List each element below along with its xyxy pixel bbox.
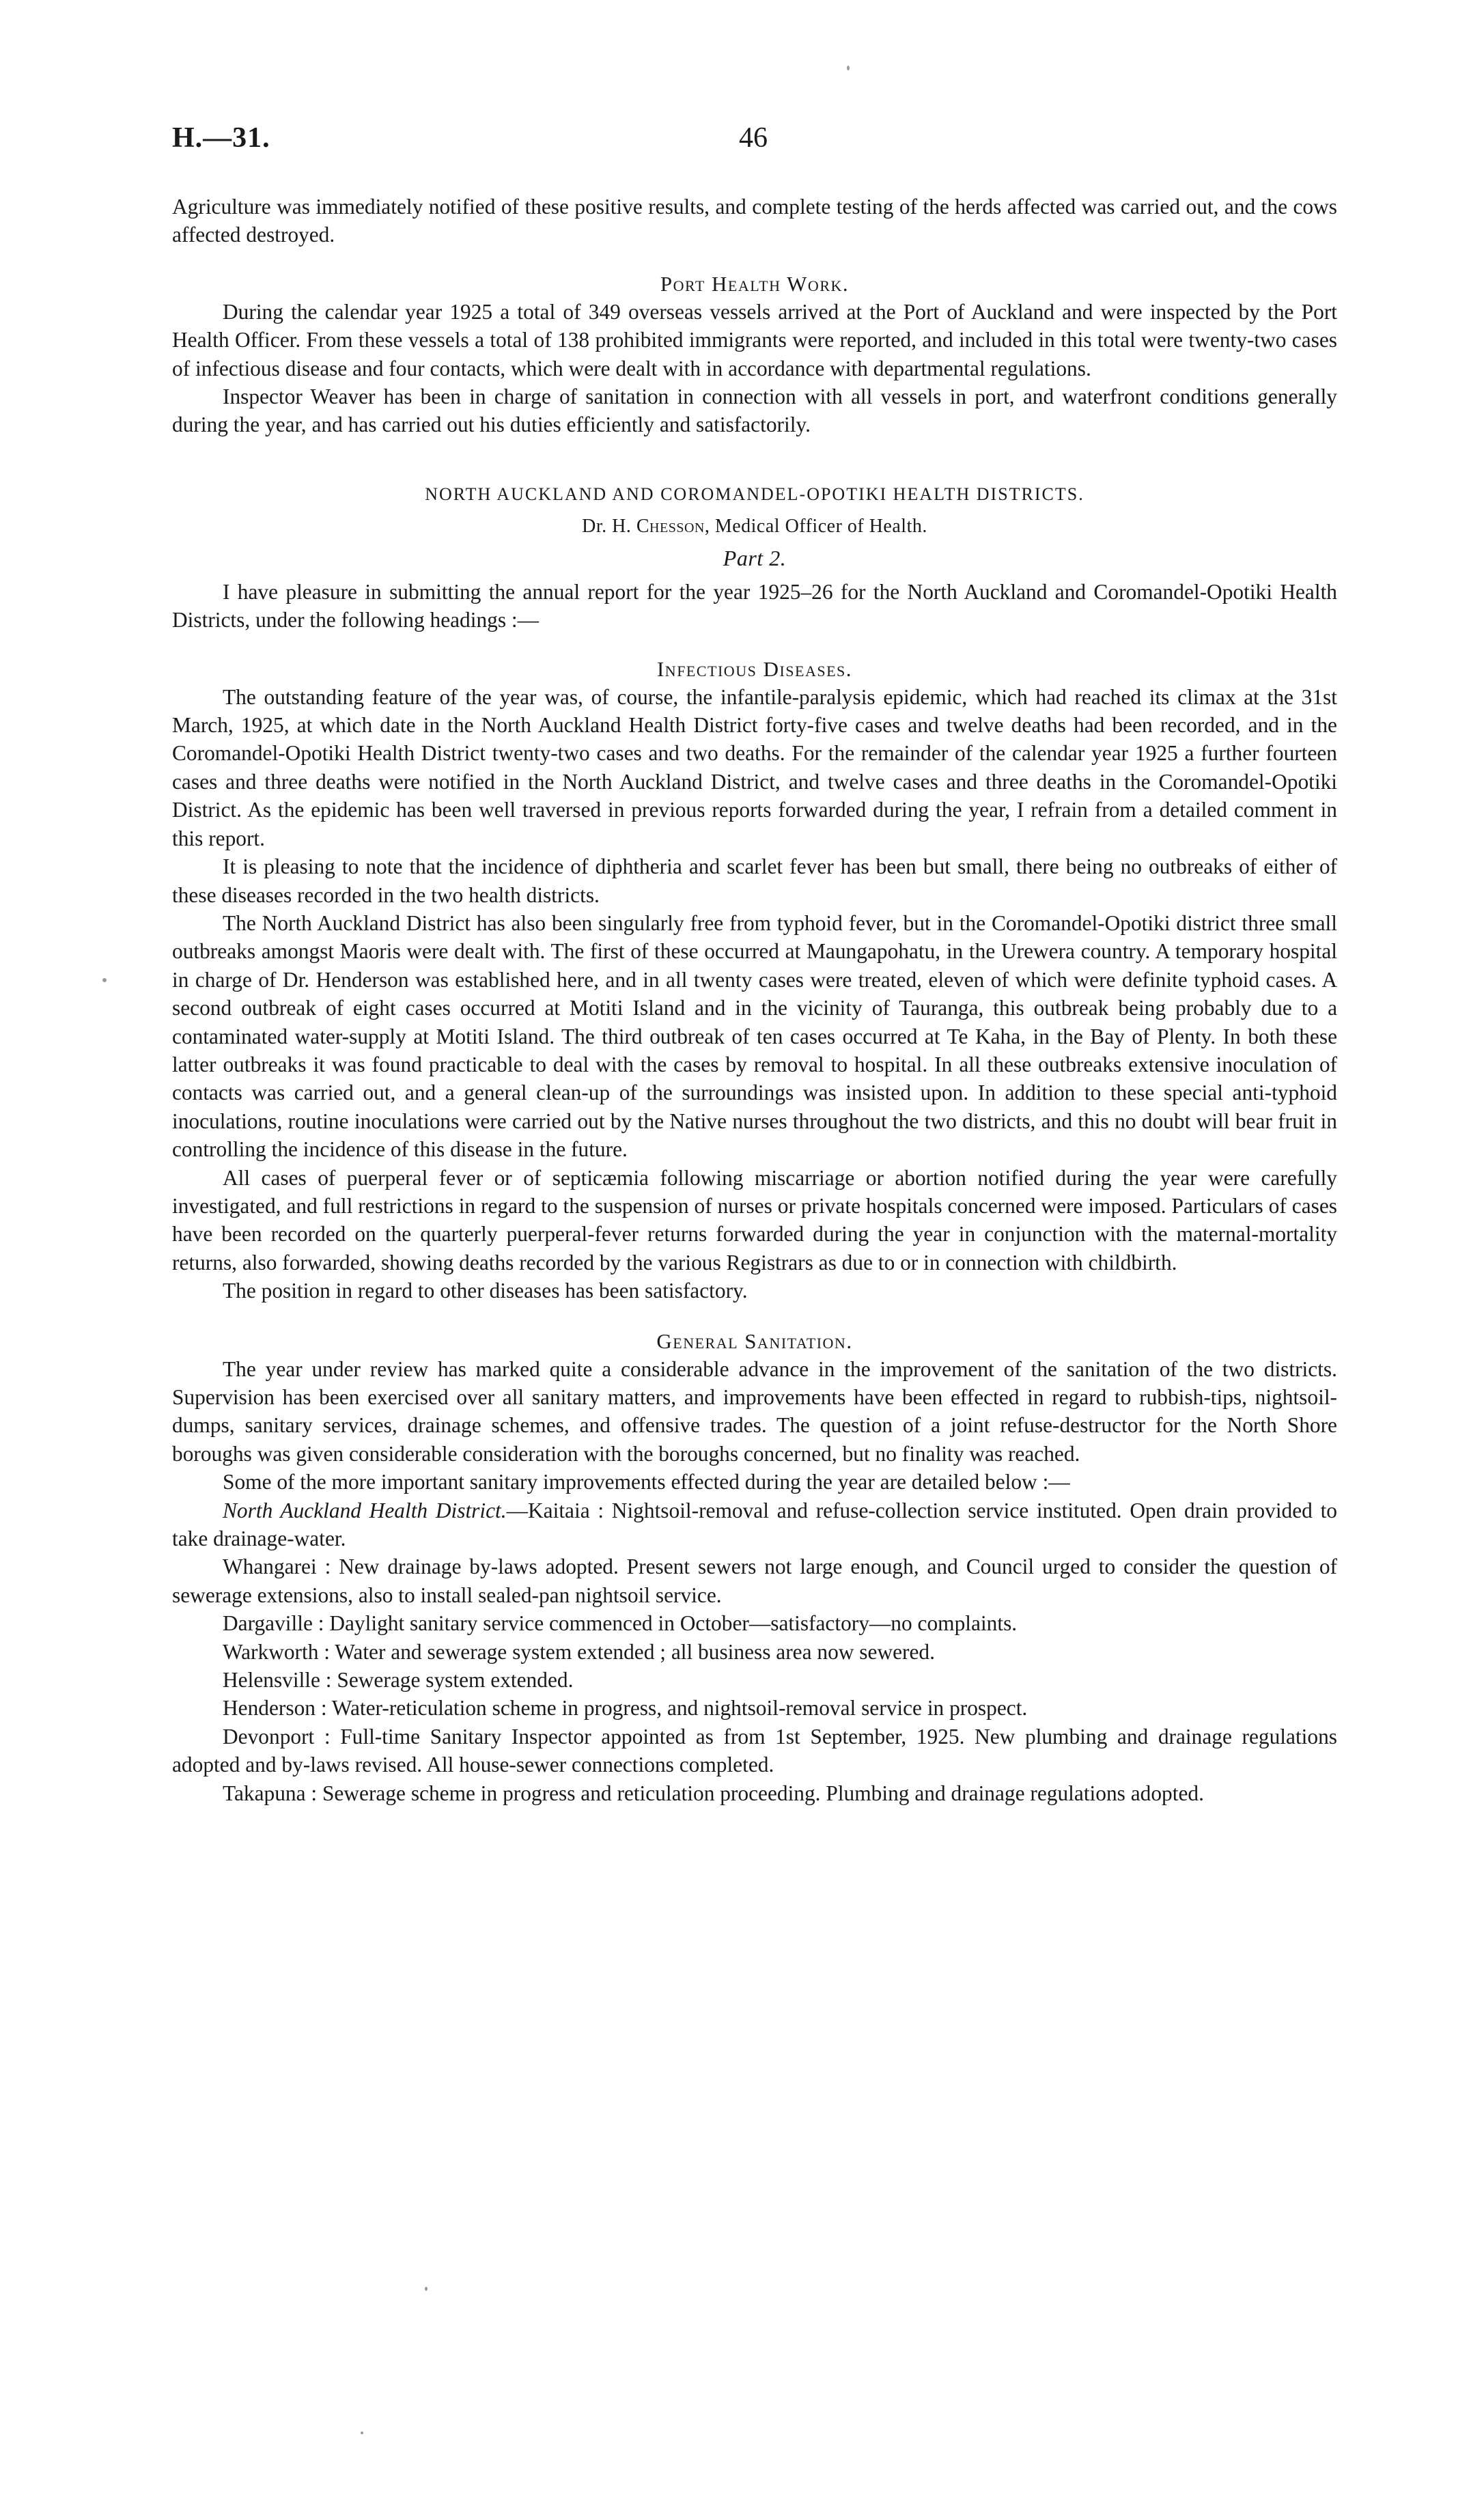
infectious-paragraph: The position in regard to other diseases has been satisfactory. xyxy=(223,1279,748,1303)
port-health-heading: Port Health Work. xyxy=(660,271,850,296)
sanitation-paragraph: The year under review has marked quite a considerable advance in the improvement of the sanitation of the two districts. Supervision has been exercised over all sanitary matters, and improvements have been effected in regard to rubbish-tips, nightsoil-dumps, sanitary services, drainage schemes, and offensive trades. The question of a joint refuse-destructor for the North Shore boroughs was given considerable consideration with the boroughs concerned, but no finality was reached. xyxy=(172,1356,1337,1466)
infectious-paragraph: All cases of puerperal fever or of septicæmia following miscarriage or abortion notified during the year were carefully investigated, and full restrictions in regard to the suspension of nurses or private hospitals concerned were imposed. Particulars of cases have been recorded on the quarterly puerperal-fever returns forwarded during the year in conjunction with the maternal-mortality returns, also forwarded, showing deaths recorded by the various Registrars as due to or in connection with childbirth. xyxy=(172,1165,1337,1275)
kaitaia-entry: —Kaitaia : Nightsoil-removal and refuse-collection service instituted. Open drain provided to take drainage-water. xyxy=(172,1498,1337,1551)
running-head xyxy=(172,122,1337,163)
officer-name: Chesson xyxy=(636,515,705,537)
sanitation-paragraph: Some of the more important sanitary improvements effected during the year are detailed below :— xyxy=(223,1470,1070,1494)
infectious-paragraph: The North Auckland District has also been singularly free from typhoid fever, but in the Coromandel-Opotiki district three small outbreaks amongst Maoris were dealt with. The first of these occurred at Maungapohatu, in the Urewera country. A temporary hospital in charge of Dr. Henderson was established here, and in all twenty cases were treated, eleven of which were definite typhoid cases. A second outbreak of eight cases occurred at Motiti Island and in the vicinity of Tauranga, this outbreak being probably due to a contaminated water-supply at Motiti Island. The third outbreak of ten cases occurred at Te Kaha, in the Bay of Plenty. In both these latter outbreaks it was found practicable to deal with the cases by removal to hospital. In all these outbreaks extensive inoculation of contacts was carried out, and a general clean-up of the surroundings was insisted upon. In addition to these special anti-typhoid inoculations, routine inoculations were carried out by the Native nurses throughout the two districts, and this no doubt will bear fruit in controlling the incidence of this disease in the future. xyxy=(172,910,1337,1162)
infectious-paragraph: It is pleasing to note that the incidence of diphtheria and scarlet fever has been but small, there being no outbreaks of either of these diseases recorded in the two health districts. xyxy=(172,854,1337,907)
scan-speck xyxy=(425,2287,428,2291)
sanitation-entry: Whangarei : New drainage by-laws adopted. Present sewers not large enough, and Council urged to consider the question of sewerage extensions, also to install sealed-pan nightsoil service. xyxy=(172,1555,1337,1607)
general-sanitation-heading: General Sanitation. xyxy=(656,1328,853,1353)
medical-officer-line xyxy=(172,512,1337,540)
scan-speck xyxy=(102,978,107,982)
sanitation-entry: Henderson : Water-reticulation scheme in progress, and nightsoil-removal service in prospect. xyxy=(223,1696,1028,1721)
report-opening-paragraph: I have pleasure in submitting the annual report for the year 1925–26 for the North Auckland and Coromandel-Opotiki Health Districts, under the following headings :— xyxy=(172,579,1337,632)
officer-title: , Medical Officer of Health. xyxy=(704,515,927,537)
infectious-diseases-heading: Infectious Diseases. xyxy=(656,656,853,681)
document-reference: H.—31. xyxy=(172,122,270,154)
port-health-paragraph: Inspector Weaver has been in charge of sanitation in connection with all vessels in port, and waterfront conditions generally during the year, and has carried out his duties efficiently and satisfactorily. xyxy=(172,385,1337,437)
sanitation-entry-kaitaia xyxy=(172,1496,1337,1553)
port-health-paragraph: During the calendar year 1925 a total of 349 overseas vessels arrived at the Port of Auckland and were inspected by the Port Health Officer. From these vessels a total of 138 prohibited immigrants were reported, and included in this total were twenty-two cases of infectious disease and four contacts, which were dealt with in accordance with departmental regulations. xyxy=(172,299,1337,380)
sanitation-entry: Warkworth : Water and sewerage system extended ; all business area now sewered. xyxy=(223,1639,935,1664)
page-number: 46 xyxy=(739,122,768,154)
page-body xyxy=(172,193,1337,1807)
sanitation-entry: Helensville : Sewerage system extended. xyxy=(223,1668,574,1693)
intro-paragraph: Agriculture was immediately notified of these positive results, and complete testing of the herds affected was carried out, and the cows affected destroyed. xyxy=(172,195,1337,247)
sanitation-entry: Takapuna : Sewerage scheme in progress and reticulation proceeding. Plumbing and drainage regulations adopted. xyxy=(223,1781,1204,1805)
scan-speck xyxy=(361,2432,363,2434)
district-label: North Auckland Health District. xyxy=(223,1498,507,1522)
sanitation-entry: Dargaville : Daylight sanitary service commenced in October—satisfactory—no complaints. xyxy=(223,1611,1018,1636)
district-report-title: NORTH AUCKLAND AND COROMANDEL-OPOTIKI HEALTH DISTRICTS. xyxy=(425,484,1084,504)
part-label: Part 2. xyxy=(723,545,787,570)
scan-speck xyxy=(847,66,850,70)
sanitation-entry: Devonport : Full-time Sanitary Inspector appointed as from 1st September, 1925. New plumbing and drainage regulations adopted and by-laws revised. All house-sewer connections completed. xyxy=(172,1724,1337,1777)
officer-prefix: Dr. H. xyxy=(582,515,636,537)
infectious-paragraph: The outstanding feature of the year was, of course, the infantile-paralysis epidemic, which had reached its climax at the 31st March, 1925, at which date in the North Auckland Health District forty-five cases and twelve deaths had been recorded, and in the Coromandel-Opotiki Health District twenty-two cases and two deaths. For the remainder of the calendar year 1925 a further fourteen cases and three deaths were notified in the North Auckland District, and twelve cases and three deaths in the Coromandel-Opotiki District. As the epidemic has been well traversed in previous reports forwarded during the year, I refrain from a detailed comment in this report. xyxy=(172,684,1337,850)
